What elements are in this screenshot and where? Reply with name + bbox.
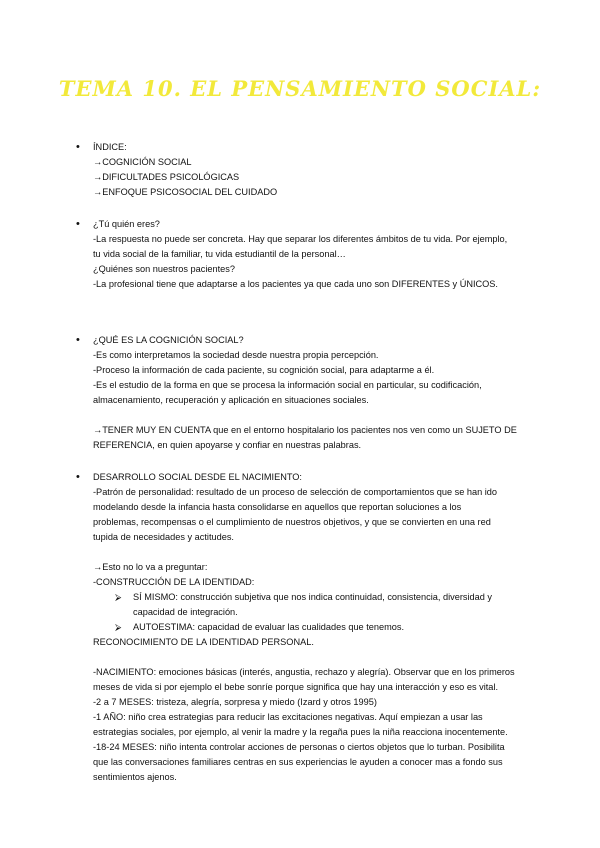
text-line: almacenamiento, recuperación y aplicación en situaciones sociales.: [93, 395, 369, 405]
text-line: -1 AÑO: niño crea estrategias para reducir las excitaciones negativas. Aquí empiezan a usar las: [93, 712, 483, 722]
index-item: →ENFOQUE PSICOSOCIAL DEL CUIDADO: [93, 187, 278, 197]
section-quien-eres: [76, 217, 554, 292]
section-heading: ¿Tú quién eres?: [93, 219, 160, 229]
text-line: -Proceso la información de cada paciente, su cognición social, para adaptarme a él.: [93, 365, 435, 375]
text-line: →Esto no lo va a preguntar:: [93, 562, 208, 572]
arrow-bullet-icon: ⮚: [115, 592, 122, 602]
text-line: -2 a 7 MESES: tristeza, alegría, sorpresa y miedo (Izard y otros 1995): [93, 697, 377, 707]
text-line: -La respuesta no puede ser concreta. Hay que separar los diferentes ámbitos de tu vida. Por ejemplo,: [93, 234, 508, 244]
section-heading: ¿QUÉ ES LA COGNICIÓN SOCIAL?: [93, 335, 244, 345]
index-item: →COGNICIÓN SOCIAL: [93, 157, 192, 167]
text-line: →TENER MUY EN CUENTA que en el entorno hospitalario los pacientes nos ven como un SUJETO DE: [93, 425, 517, 435]
text-line: sentimientos ajenos.: [93, 772, 177, 782]
text-line: SÍ MISMO: construcción subjetiva que nos indica continuidad, consistencia, diversidad y: [133, 592, 493, 602]
sub-item-si-mismo: [93, 590, 554, 620]
section-desarrollo-social: [76, 470, 554, 785]
text-line: tupida de necesidades y actitudes.: [93, 532, 234, 542]
bullet-icon: •: [76, 471, 80, 483]
section-heading: ÍNDICE:: [93, 142, 127, 152]
text-line: -18-24 MESES: niño intenta controlar acciones de personas o ciertos objetos que lo turban. Posibilita: [93, 742, 505, 752]
bullet-icon: •: [76, 334, 80, 346]
text-line: -Patrón de personalidad: resultado de un proceso de selección de comportamientos que se han ido: [93, 487, 497, 497]
section-cognicion-social: [76, 333, 554, 453]
section-indice: [76, 140, 554, 200]
bullet-icon: •: [76, 141, 80, 153]
text-line: ¿Quiénes son nuestros pacientes?: [93, 264, 235, 274]
page-title: TEMA 10. EL PENSAMIENTO SOCIAL:: [58, 76, 542, 101]
section-heading: DESARROLLO SOCIAL DESDE EL NACIMIENTO:: [93, 472, 302, 482]
text-line: capacidad de integración.: [133, 607, 238, 617]
sub-item-autoestima: [93, 620, 554, 635]
text-line: tu vida social de la familiar, tu vida estudiantil de la personal…: [93, 249, 346, 259]
text-line: problemas, recompensas o el cumplimiento de nuestros objetivos, y que se convierten en una red: [93, 517, 491, 527]
text-line: -Es el estudio de la forma en que se procesa la información social en particular, su codificación,: [93, 380, 482, 390]
text-line: -La profesional tiene que adaptarse a los pacientes ya que cada uno son DIFERENTES y ÚNICOS.: [93, 279, 498, 289]
text-line: REFERENCIA, en quien apoyarse y confiar en nuestras palabras.: [93, 440, 362, 450]
text-line: meses de vida si por ejemplo el bebe sonríe porque significa que hay una interacción y eso es vital.: [93, 682, 498, 692]
text-line: AUTOESTIMA: capacidad de evaluar las cualidades que tenemos.: [133, 622, 405, 632]
text-line: -Es como interpretamos la sociedad desde nuestra propia percepción.: [93, 350, 379, 360]
text-line: RECONOCIMIENTO DE LA IDENTIDAD PERSONAL.: [93, 637, 314, 647]
text-line: que las conversaciones familiares centras en sus experiencias le ayuden a conocer mas a fondo sus: [93, 757, 503, 767]
text-line: modelando desde la infancia hasta consolidarse en aquellos que reportan soluciones a los: [93, 502, 462, 512]
text-line: -CONSTRUCCIÓN DE LA IDENTIDAD:: [93, 577, 255, 587]
text-line: estrategias sociales, por ejemplo, al venir la madre y la regaña pues la niña reacciona inocentemente.: [93, 727, 508, 737]
bullet-icon: •: [76, 218, 80, 230]
text-line: -NACIMIENTO: emociones básicas (interés, angustia, rechazo y alegría). Observar que en los primeros: [93, 667, 515, 677]
arrow-bullet-icon: ⮚: [115, 622, 122, 632]
index-item: →DIFICULTADES PSICOLÓGICAS: [93, 172, 240, 182]
document-body: [76, 140, 554, 785]
